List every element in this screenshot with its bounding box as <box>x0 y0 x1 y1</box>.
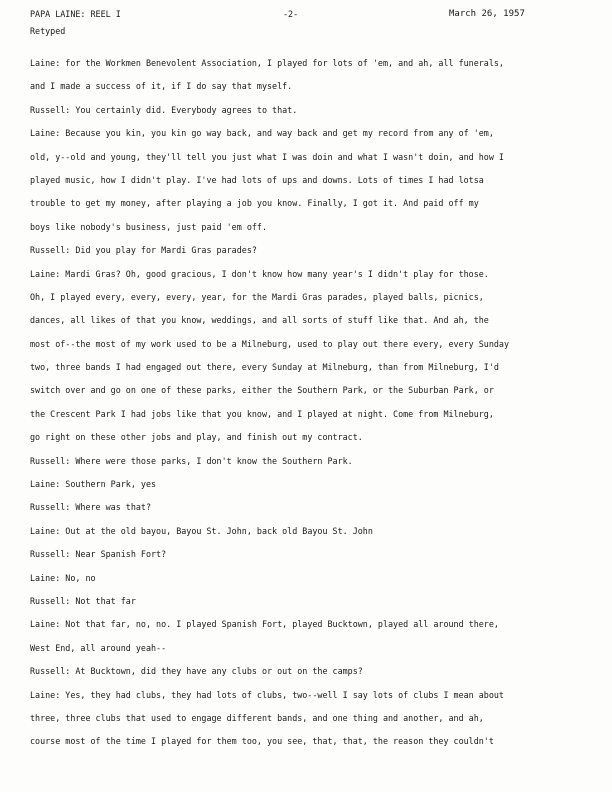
transcript-line: go right on these other jobs and play, and finish out my contract. <box>30 432 363 443</box>
transcript-line: boys like nobody's business, just paid 'em off. <box>30 221 267 232</box>
transcript-line: dances, all likes of that you know, weddings, and all sorts of stuff like that. And ah, the <box>30 315 489 326</box>
transcript-line: Russell: Where were those parks, I don't know the Southern Park. <box>30 455 353 466</box>
transcript-body <box>30 56 608 758</box>
transcript-line: Laine: Not that far, no, no. I played Spanish Fort, played Bucktown, played all around there, <box>30 619 499 630</box>
transcript-line: Laine: Mardi Gras? Oh, good gracious, I don't know how many year's I didn't play for those. <box>30 268 489 279</box>
transcript-line: Laine: for the Workmen Benevolent Association, I played for lots of 'em, and ah, all funerals, <box>30 58 504 68</box>
transcript-line: played music, how I didn't play. I've had lots of ups and downs. Lots of times I had lotsa <box>30 174 484 185</box>
transcript-line: the Crescent Park I had jobs like that you know, and I played at night. Come from Milneburg, <box>30 408 494 419</box>
transcript-line: Laine: Out at the old bayou, Bayou St. John, back old Bayou St. John <box>30 525 373 536</box>
transcript-line: Russell: Did you play for Mardi Gras parades? <box>30 245 257 256</box>
transcript-line: Russell: Not that far <box>30 595 136 606</box>
page-header <box>30 9 600 23</box>
transcript-line: Oh, I played every, every, every, year, for the Mardi Gras parades, played balls, picnics, <box>30 291 484 302</box>
transcript-line: and I made a success of it, if I do say that myself. <box>30 81 293 92</box>
transcript-line: most of--the most of my work used to be a Milneburg, used to play out there every, every Sunday <box>30 338 510 349</box>
header-title: PAPA LAINE: REEL I <box>30 9 121 19</box>
transcript-line: Laine: Yes, they had clubs, they had lots of clubs, two--well I say lots of clubs I mean about <box>30 689 504 700</box>
transcript-line: West End, all around yeah-- <box>30 642 167 653</box>
header-date: March 26, 1957 <box>449 9 525 19</box>
transcript-line: Russell: Near Spanish Fort? <box>30 549 167 560</box>
transcript-line: Laine: No, no <box>30 572 96 583</box>
transcript-line: Laine: Because you kin, you kin go way back, and way back and get my record from any of 'em, <box>30 128 494 139</box>
transcript-line: Laine: Southern Park, yes <box>30 479 157 490</box>
transcript-line: two, three bands I had engaged out there, every Sunday at Milneburg, than from Milneburg, I'd <box>30 362 499 373</box>
transcript-line: switch over and go on one of these parks, either the Southern Park, or the Suburban Park, or <box>30 385 494 396</box>
transcript-line: trouble to get my money, after playing a job you know. Finally, I got it. And paid off my <box>30 198 479 209</box>
page-number: -2- <box>283 9 299 19</box>
transcript-line: old, y--old and young, they'll tell you just what I was doin and what I wasn't doin, and how I <box>30 151 504 162</box>
transcript-line: Russell: You certainly did. Everybody agrees to that. <box>30 104 298 115</box>
transcript-line: Russell: Where was that? <box>30 502 152 513</box>
transcript-line: Russell: At Bucktown, did they have any clubs or out on the camps? <box>30 666 363 677</box>
transcript-line: three, three clubs that used to engage different bands, and one thing and another, and ah, <box>30 712 484 723</box>
transcript-line: course most of the time I played for them too, you see, that, that, the reason they couldn't <box>30 736 494 747</box>
retyped-note: Retyped <box>30 26 66 36</box>
